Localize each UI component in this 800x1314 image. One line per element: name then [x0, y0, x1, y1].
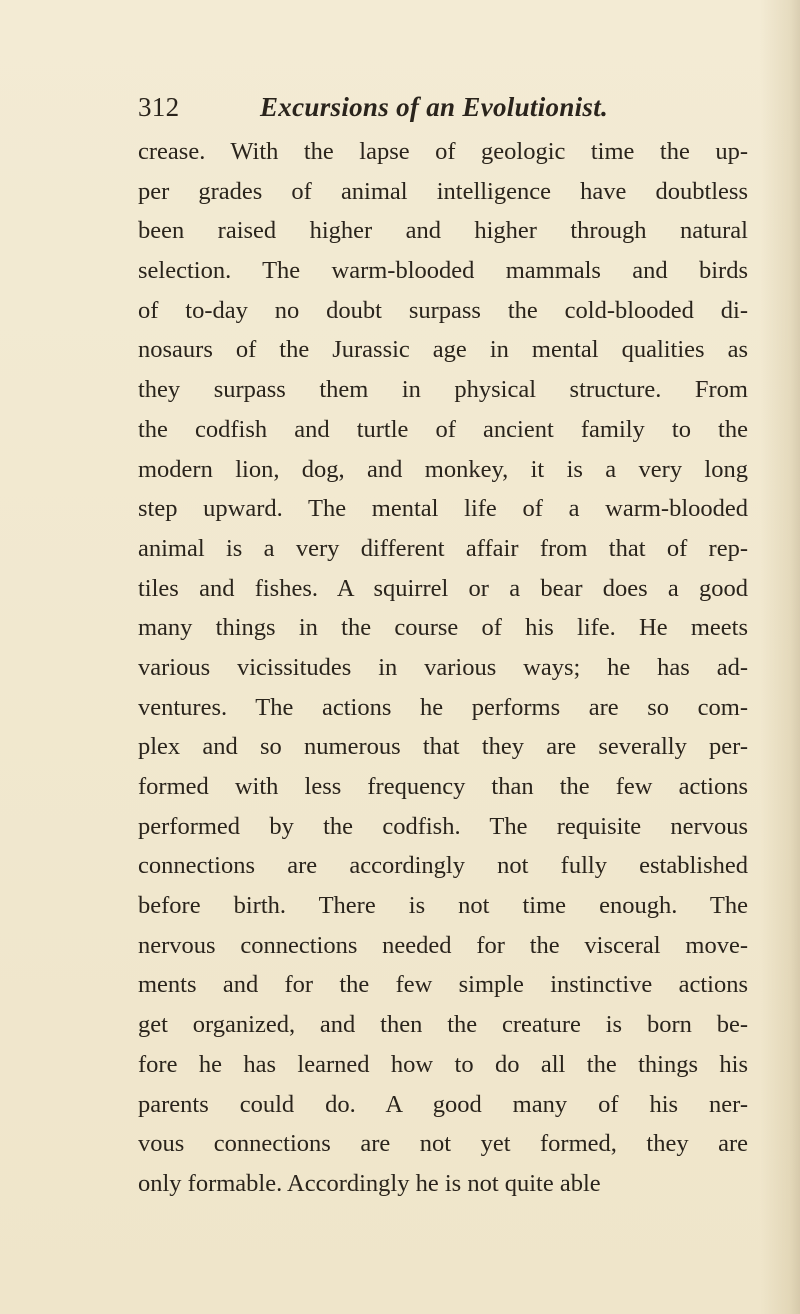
text-line: nervous connections needed for the visceral move-: [138, 931, 748, 959]
text-line: formed with less frequency than the few actions: [138, 773, 748, 800]
text-line: nosaurs of the Jurassic age in mental qualities as: [138, 336, 748, 364]
text-line: crease. With the lapse of geologic time the up-: [138, 138, 748, 165]
text-line: plex and so numerous that they are severally per-: [138, 733, 748, 761]
text-line: they surpass them in physical structure. From: [138, 376, 748, 404]
text-line: only formable. Accordingly he is not quite able: [138, 1169, 601, 1197]
text-line: many things in the course of his life. He meets: [138, 614, 748, 642]
text-line: various vicissitudes in various ways; he has ad-: [138, 653, 748, 681]
page-header: [138, 92, 738, 132]
text-line: vous connections are not yet formed, they are: [138, 1130, 748, 1158]
text-line: tiles and fishes. A squirrel or a bear does a good: [138, 574, 748, 602]
text-line: parents could do. A good many of his ner-: [138, 1090, 748, 1118]
text-line: modern lion, dog, and monkey, it is a very long: [138, 455, 748, 483]
text-line: of to-day no doubt surpass the cold-blooded di-: [138, 296, 748, 324]
text-line: performed by the codfish. The requisite nervous: [138, 812, 748, 840]
text-line: animal is a very different affair from that of rep-: [138, 534, 748, 562]
running-title: Excursions of an Evolutionist.: [260, 92, 609, 122]
text-line: connections are accordingly not fully established: [138, 852, 748, 880]
text-line: get organized, and then the creature is born be-: [138, 1011, 748, 1039]
text-line: the codfish and turtle of ancient family to the: [138, 415, 748, 443]
text-line: ventures. The actions he performs are so com-: [138, 693, 748, 721]
text-line: per grades of animal intelligence have doubtless: [138, 177, 748, 205]
body-text: [138, 132, 748, 1204]
text-line: before birth. There is not time enough. The: [138, 892, 748, 920]
text-line: selection. The warm-blooded mammals and birds: [138, 257, 748, 285]
page-number: 312: [138, 92, 180, 122]
text-line: ments and for the few simple instinctive actions: [138, 971, 748, 999]
text-line: step upward. The mental life of a warm-blooded: [138, 495, 748, 523]
text-line: been raised higher and higher through natural: [138, 217, 748, 245]
text-line: fore he has learned how to do all the things his: [138, 1050, 748, 1078]
